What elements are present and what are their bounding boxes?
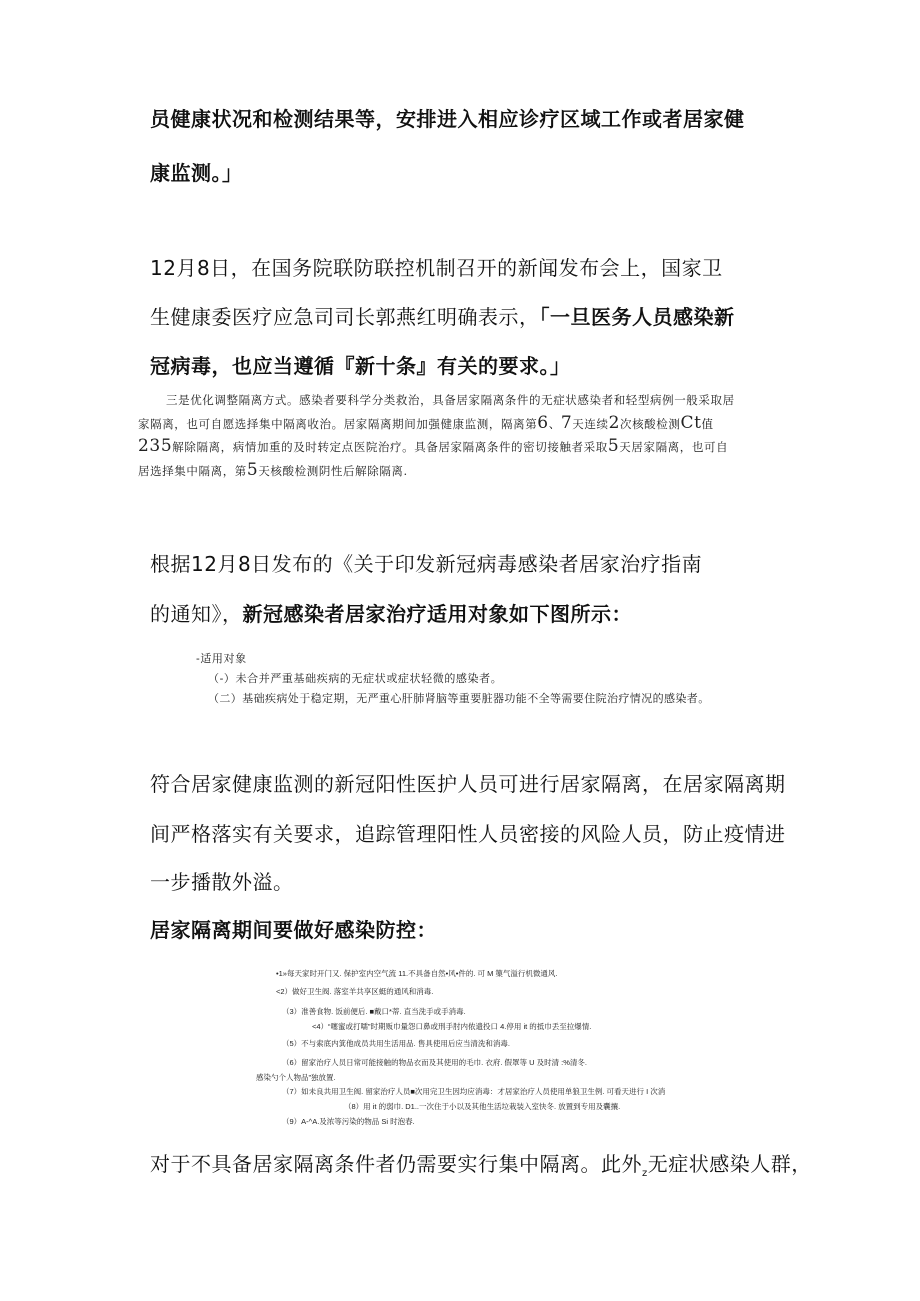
paragraph-3-line-2 bbox=[150, 598, 632, 627]
paragraph-2-line-2-normal: 生健康委医疗应急司司长郭燕红明确表示， bbox=[150, 305, 540, 329]
excerpt-line-1: 三是优化调整隔离方式。感染者要科学分类救治，具备居家隔离条件的无症状感染者和轻型病例一般采取居 bbox=[166, 393, 735, 407]
excerpt-text: 家隔离，也可自愿选择集中隔离收治。居家隔离期间加强健康监测，隔离第 bbox=[138, 417, 538, 431]
paragraph-5-text-end: 无症状感染人群， bbox=[647, 1152, 812, 1176]
excerpt-text: 值 bbox=[701, 417, 714, 431]
excerpt-number: 7 bbox=[560, 413, 573, 433]
excerpt-text: 、 bbox=[548, 417, 561, 431]
excerpt-line-2 bbox=[138, 413, 714, 433]
excerpt-line-4 bbox=[138, 460, 408, 480]
measure-item-3: （3）准善食物. 饭前便后. ■戴口*蒂. 直当洗手或手消毒. bbox=[282, 1007, 466, 1016]
paragraph-3-line-1: 根据12月8日发布的《关于印发新冠病毒感染者居家治疗指南 bbox=[150, 552, 703, 576]
section-heading: 居家隔离期间要做好感染防控： bbox=[150, 918, 437, 942]
paragraph-2-line-1: 12月8日，在国务院联防联控机制召开的新闻发布会上，国家卫 bbox=[150, 256, 723, 280]
measure-item-1: •1»每天家时开门又. 保护室内空气流 11.不具备自然•风•件的. 可 M 篥气溢行机微通风. bbox=[276, 969, 558, 978]
paragraph-2-line-2 bbox=[150, 301, 735, 330]
excerpt-text: 次核酸检测 bbox=[619, 417, 681, 431]
paragraph-3-line-2-bold: 新冠感染者居家治疗适用对象如下图所示： bbox=[242, 602, 632, 626]
paragraph-5-text: 对于不具备居家隔离条件者仍需要实行集中隔离。此外 bbox=[150, 1152, 642, 1176]
excerpt-number: 5 bbox=[607, 436, 620, 456]
measure-item-5: （5）不与索底内箕他成员共用生活用品. 售具使用后应当清洗和消毒. bbox=[282, 1039, 510, 1048]
measure-item-6-cont: 感染勺个人物品”独放置. bbox=[256, 1073, 336, 1082]
scope-item-1: （-）未合并严重基础疾病的无症状或症状轻微的感染者。 bbox=[208, 672, 503, 685]
excerpt-text: 居选择集中隔离，第 bbox=[138, 464, 247, 478]
paragraph-2-line-2-quote: 「一旦医务人员感染新 bbox=[539, 305, 735, 329]
excerpt-number: 6 bbox=[537, 413, 549, 433]
measure-item-7: （7）如未良共用卫生阀. 留家治疗人员■次用完卫生因均应消毒：才居家治疗人员使用单狼卫生例. 可看天进行 I 次消 bbox=[282, 1087, 666, 1096]
paragraph-5-subscript: z bbox=[642, 1168, 648, 1179]
excerpt-text: 天连续 bbox=[572, 417, 609, 431]
paragraph-3-line-2-normal: 的通知》， bbox=[150, 602, 243, 626]
paragraph-5-line-1 bbox=[150, 1148, 812, 1179]
excerpt-number: 5 bbox=[246, 460, 259, 480]
paragraph-4-line-3: 一步播散外溢。 bbox=[150, 870, 294, 894]
measure-item-4: <4）“噻蜜或打嚅”时期贩巾量怨口鼻或刑手肘内侬遗投口 4.停用 it 的抵巾丢至拉爆情. bbox=[312, 1022, 592, 1031]
excerpt-number: 2 bbox=[608, 413, 620, 433]
excerpt-text: 天居家隔离，也可自 bbox=[619, 440, 729, 454]
paragraph-1-line-2: 康监测。」 bbox=[150, 161, 243, 185]
scope-title: -适用对象 bbox=[196, 652, 247, 665]
excerpt-line-3 bbox=[138, 436, 728, 456]
excerpt-number: Ct bbox=[680, 413, 702, 433]
paragraph-4-line-2: 间严格落实有关要求，追踪管理阳性人员密接的风险人员，防止疫情进 bbox=[150, 822, 786, 846]
excerpt-text: 解除隔离，病情加重的及时转定点医院治疗。具备居家隔离条件的密切接触者采取 bbox=[172, 440, 608, 454]
excerpt-number: 235 bbox=[138, 436, 173, 456]
paragraph-2-line-3: 冠病毒，也应当遵循『新十条』有关的要求。」 bbox=[150, 354, 571, 378]
measure-item-9: （9）A-^A.及浓等污染的物品 Si 时泡春. bbox=[282, 1117, 415, 1126]
excerpt-text: 天核酸检测阴性后解除隔离. bbox=[258, 464, 408, 478]
measure-item-6: （6）留家治疗人员日常可能接触的物品衣而及其使用的毛巾. 衣府. 假罩等 U 及时清 :%清冬. bbox=[282, 1058, 588, 1067]
measure-item-2: <2）做好卫生阀. 落室羊共享区蜓的通风和消毒. bbox=[276, 987, 434, 996]
measure-item-8: （8）用 it 的弱巾. D1..一次住于小以及其他生活垃栽装入室快冬. 放置到专用及囊攘. bbox=[344, 1102, 621, 1111]
paragraph-4-line-1: 符合居家健康监测的新冠阳性医护人员可进行居家隔离，在居家隔离期 bbox=[150, 772, 786, 796]
scope-item-2: （二）基础疾病处于稳定期，无严重心肝肺肾脑等重要脏器功能不全等需要住院治疗情况的感染者。 bbox=[208, 692, 710, 705]
paragraph-1-line-1: 员健康状况和检测结果等，安排进入相应诊疗区域工作或者居家健 bbox=[150, 107, 745, 131]
